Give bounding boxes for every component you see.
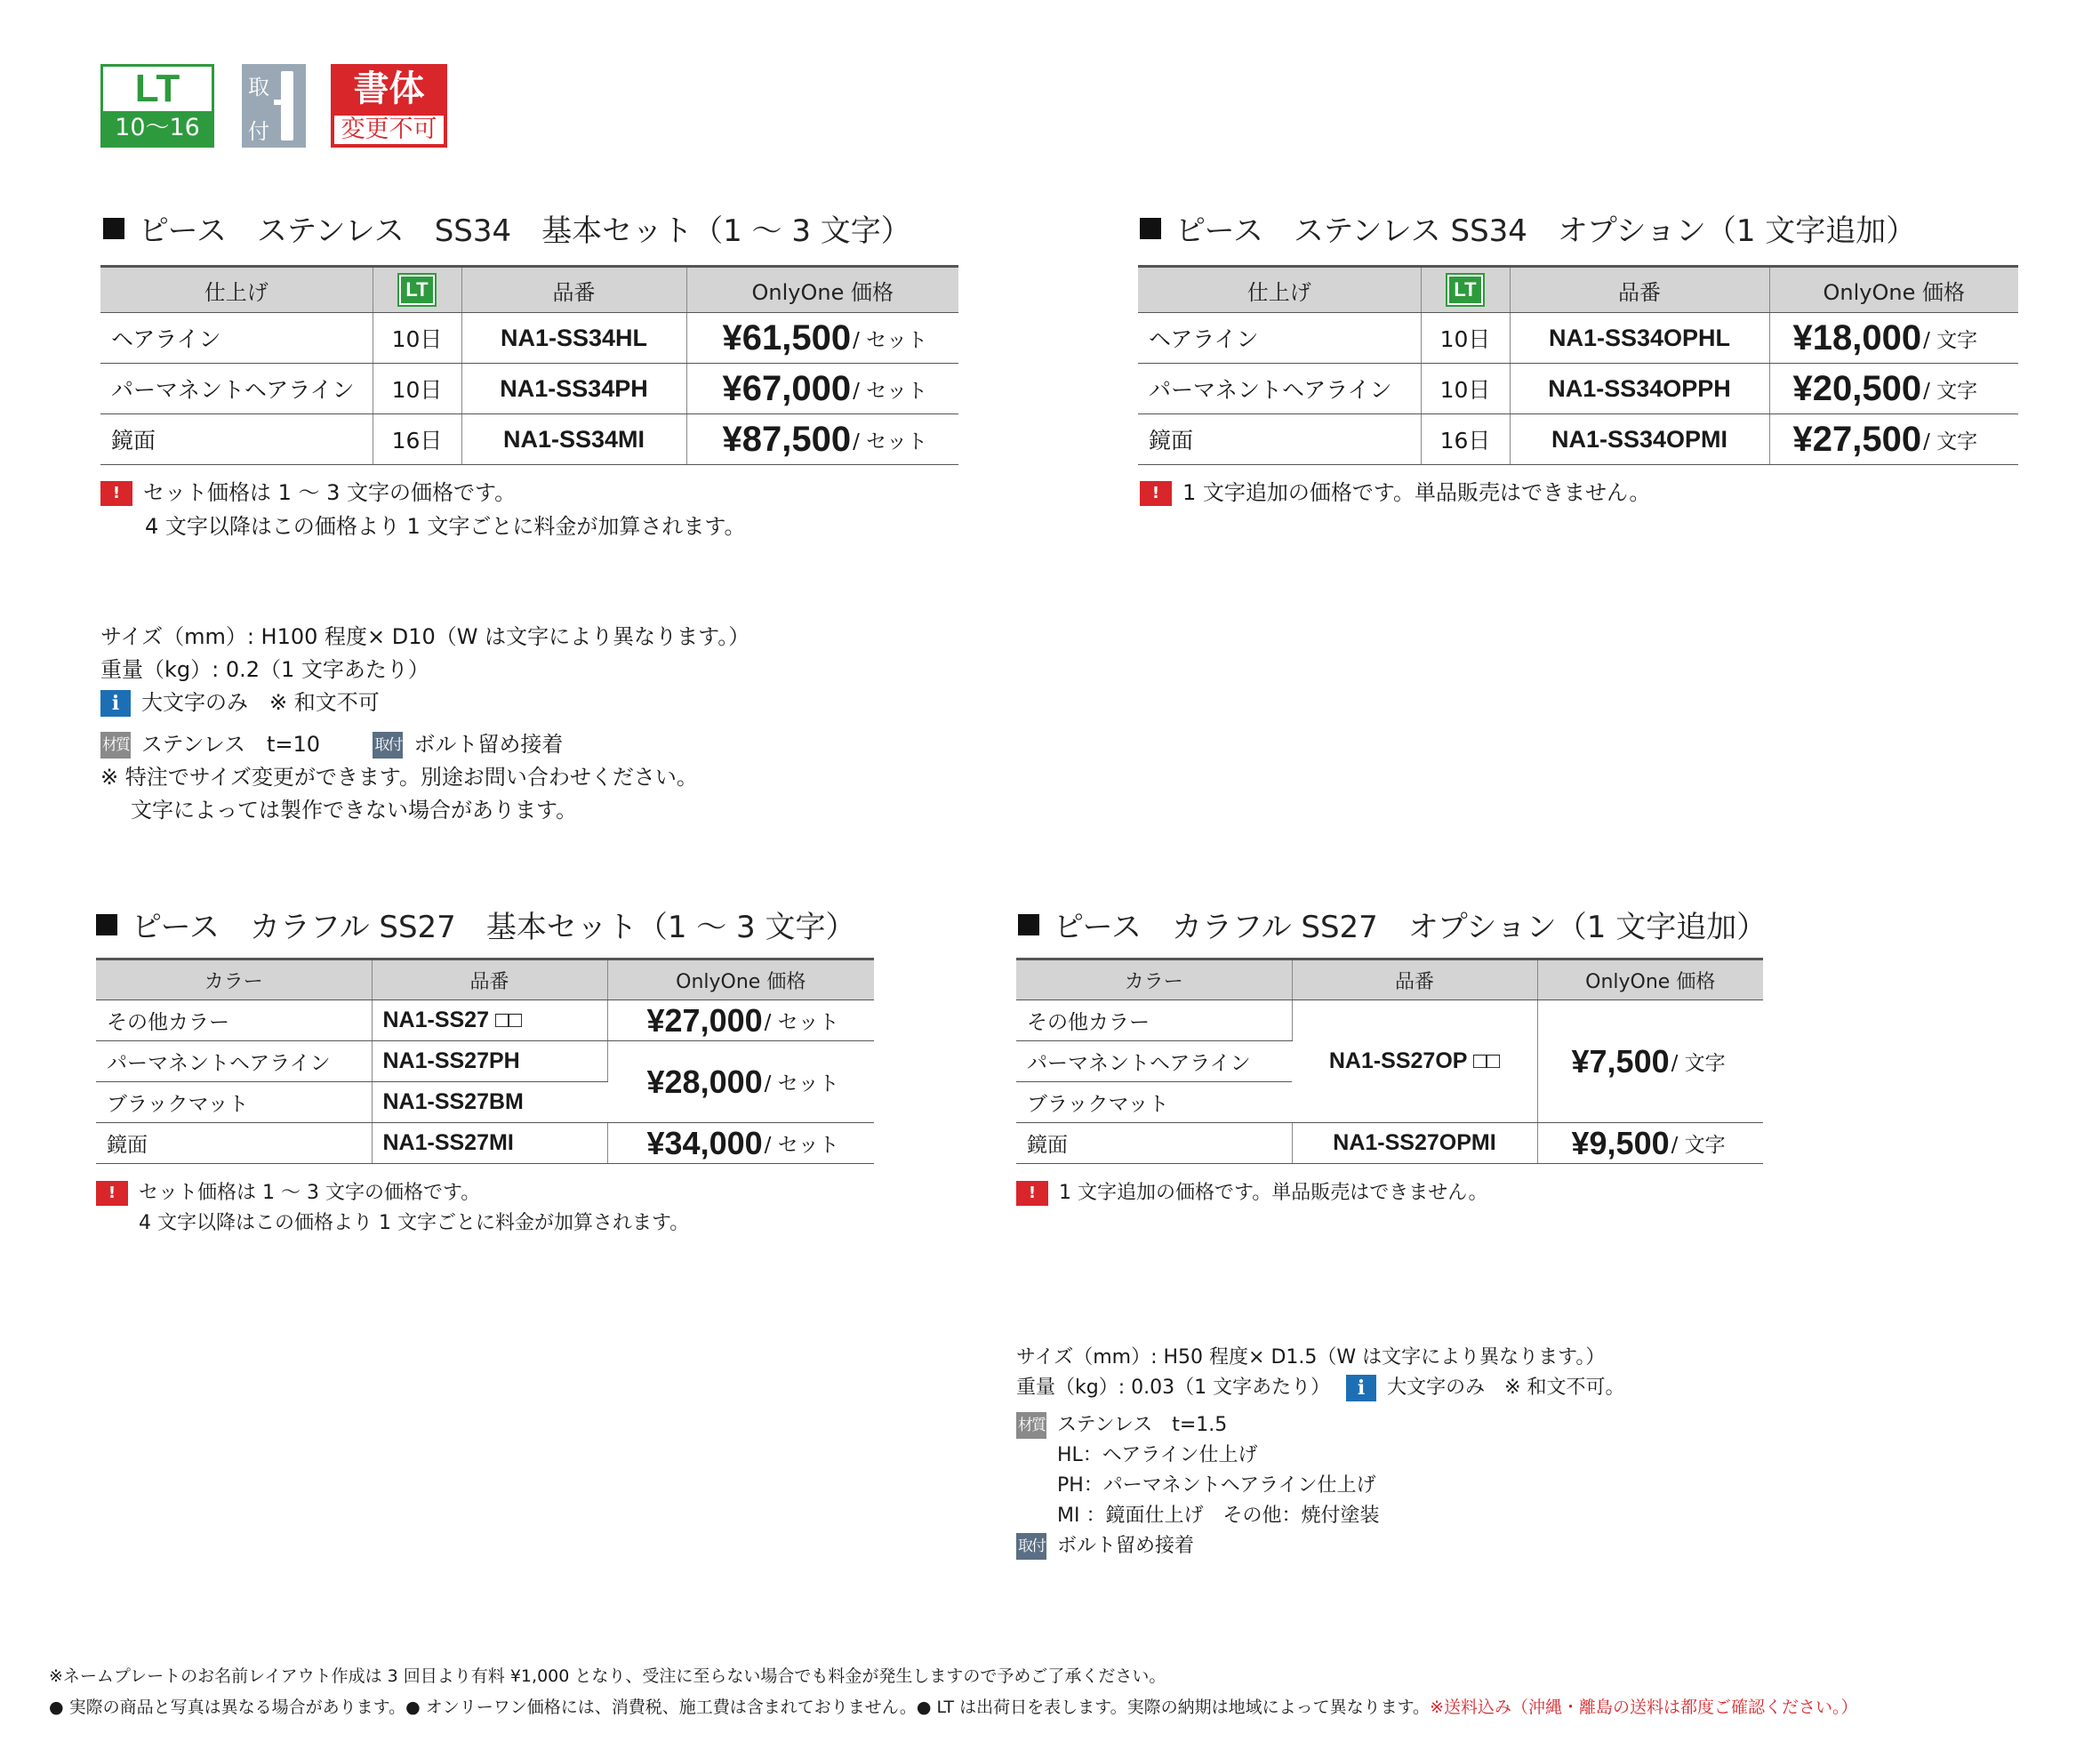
square-bullet-icon: [103, 218, 124, 239]
cell-code: NA1-SS27BM: [372, 1082, 607, 1123]
cell-code: NA1-SS27OPMI: [1292, 1123, 1537, 1164]
lt-days: 10～16日: [103, 111, 212, 145]
table-row: [100, 364, 958, 414]
price-unit: / セット: [764, 1072, 839, 1096]
table-row: [1016, 1123, 1763, 1164]
footer-disclaimer-text: ● 実際の商品と写真は異なる場合があります。● オンリーワン価格には、消費税、施工費は含まれておりません。● LT は出荷日を表します。実際の納期は地域によって異なります。: [49, 1698, 1431, 1717]
note-text-2: 4 文字以降はこの価格より 1 文字ごとに料金が加算されます。: [145, 514, 746, 539]
mount-badge-char-1: 取: [248, 75, 269, 100]
cell-price: [1769, 313, 2018, 364]
spec-size: サイズ（mm）: H50 程度× D1.5（W は文字により異なります。）: [1016, 1346, 1606, 1369]
cell-code: NA1-SS27PH: [372, 1041, 607, 1082]
col-header-finish: 仕上げ: [100, 267, 373, 313]
price-unit: / セット: [853, 328, 928, 352]
warning-icon: [96, 1181, 128, 1206]
price-value: ¥87,500: [722, 419, 852, 459]
cell-code: NA1-SS27MI: [372, 1123, 607, 1164]
cell-price: [686, 364, 958, 414]
font-badge-label: 書体: [353, 68, 425, 109]
col-header-code: 品番: [372, 959, 607, 1000]
col-header-price: OnlyOne 価格: [686, 267, 958, 313]
price-value: ¥28,000: [646, 1063, 763, 1100]
info-icon: i: [100, 690, 131, 717]
table-row: [96, 1000, 874, 1041]
cell-price: [1769, 364, 2018, 414]
cell-finish: 鏡面: [100, 414, 373, 465]
cell-color: 鏡面: [96, 1123, 372, 1164]
material-icon: 材質: [100, 732, 131, 759]
price-unit: / 文字: [1923, 328, 1978, 352]
cell-color: パーマネントヘアライン: [96, 1041, 372, 1082]
cell-color: ブラックマット: [96, 1082, 372, 1123]
cell-price: [686, 414, 958, 465]
spec-info: 大文字のみ ※ 和文不可。: [1387, 1377, 1625, 1399]
section-title-text: ピース ステンレス SS34 基本セット（1 ～ 3 文字）: [139, 213, 911, 249]
cell-price: [607, 1123, 874, 1164]
spec-info-row: [100, 686, 749, 719]
spec-material-row: [1016, 1410, 1625, 1441]
cell-code: NA1-SS27 □□: [372, 1000, 607, 1041]
section-title-ss34-set: [103, 206, 911, 250]
col-header-color: カラー: [1016, 959, 1292, 1000]
cell-price: [1537, 1123, 1763, 1164]
square-bullet-icon: [1140, 218, 1161, 239]
cell-code: NA1-SS34MI: [461, 414, 686, 465]
note-set-price-ss27: [96, 1178, 689, 1239]
mount-badge: [242, 64, 306, 148]
spec-material-row: [100, 728, 749, 761]
cell-finish: パーマネントヘアライン: [1138, 364, 1421, 414]
col-header-code: 品番: [1510, 267, 1769, 313]
cell-code: NA1-SS34OPPH: [1510, 364, 1769, 414]
price-unit: / 文字: [1923, 429, 1978, 454]
col-header-finish: 仕上げ: [1138, 267, 1421, 313]
price-unit: / セット: [764, 1011, 839, 1034]
price-value: ¥7,500: [1571, 1042, 1670, 1080]
cell-code: NA1-SS34OPHL: [1510, 313, 1769, 364]
table-header-row: [1016, 959, 1763, 1000]
spec-ss34: [100, 621, 749, 827]
footer-layout-note: ※ネームプレートのお名前レイアウト作成は 3 回目より有料 ¥1,000 となり、受注に至らない場合でも料金が発生しますので予めご了承ください。: [49, 1666, 1166, 1686]
cell-color: ブラックマット: [1016, 1082, 1292, 1123]
cell-lt: 10日: [373, 313, 461, 364]
info-icon: i: [1346, 1375, 1376, 1401]
material-icon: 材質: [1016, 1412, 1046, 1439]
spec-mount: ボルト留め接着: [1057, 1535, 1195, 1557]
col-header-price: OnlyOne 価格: [1769, 267, 2018, 313]
table-row: [96, 1041, 874, 1082]
spec-custom-note-2: 文字によっては製作できない場合があります。: [131, 798, 578, 823]
table-header-row: [1138, 267, 2018, 313]
col-header-price: OnlyOne 価格: [1537, 959, 1763, 1000]
warning-icon: [1140, 481, 1172, 506]
note-text: セット価格は 1 ～ 3 文字の価格です。: [143, 480, 517, 505]
spec-size: サイズ（mm）: H100 程度× D10（W は文字により異なります。）: [100, 624, 750, 649]
spec-mount-row: [1016, 1531, 1625, 1561]
cell-color: その他カラー: [96, 1000, 372, 1041]
spec-custom-note: ※ 特注でサイズ変更ができます。別途お問い合わせください。: [100, 765, 698, 790]
note-text: セット価格は 1 ～ 3 文字の価格です。: [139, 1182, 481, 1204]
section-title-text: ピース カラフル SS27 オプション（1 文字追加）: [1054, 910, 1767, 945]
mount-bolt-icon: [274, 100, 285, 105]
price-value: ¥67,000: [722, 368, 852, 408]
footer-disclaimer: [49, 1694, 1857, 1718]
spec-mount: ボルト留め接着: [413, 732, 564, 757]
col-header-price: OnlyOne 価格: [607, 959, 874, 1000]
table-row: [1016, 1000, 1763, 1041]
price-unit: / セット: [764, 1134, 839, 1157]
cell-color: 鏡面: [1016, 1123, 1292, 1164]
table-ss27-set: [96, 958, 874, 1164]
table-row: [96, 1123, 874, 1164]
cell-price: [607, 1000, 874, 1041]
spec-info: 大文字のみ ※ 和文不可: [141, 690, 380, 715]
cell-finish: パーマネントヘアライン: [100, 364, 373, 414]
cell-price: [686, 313, 958, 364]
note-text-2: 4 文字以降はこの価格より 1 文字ごとに料金が加算されます。: [139, 1212, 690, 1234]
cell-price: [607, 1041, 874, 1123]
price-value: ¥27,500: [1792, 419, 1922, 459]
cell-color: パーマネントヘアライン: [1016, 1041, 1292, 1082]
cell-lt: 10日: [1421, 313, 1510, 364]
spec-weight-row: [1016, 1373, 1625, 1403]
table-header-row: [96, 959, 874, 1000]
note-set-price: [100, 476, 746, 543]
cell-price: [1537, 1000, 1763, 1123]
price-value: ¥9,500: [1571, 1124, 1670, 1161]
note-text: 1 文字追加の価格です。単品販売はできません。: [1059, 1182, 1488, 1204]
cell-finish: ヘアライン: [1138, 313, 1421, 364]
spec-finish-mi: MI ：鏡面仕上げ その他：焼付塗装: [1057, 1505, 1380, 1527]
table-row: [100, 313, 958, 364]
section-title-text: ピース カラフル SS27 基本セット（1 ～ 3 文字）: [132, 910, 856, 945]
section-title-ss27-option: [1018, 903, 1767, 946]
col-header-lt: [373, 267, 461, 313]
lt-chip: LT: [399, 275, 435, 305]
spec-material: ステンレス t=1.5: [1057, 1414, 1228, 1436]
table-header-row: [100, 267, 958, 313]
cell-code: NA1-SS34OPMI: [1510, 414, 1769, 465]
cell-code: NA1-SS27OP □□: [1292, 1000, 1537, 1123]
cell-lt: 16日: [1421, 414, 1510, 465]
table-row: [100, 414, 958, 465]
mount-icon: 取付: [1016, 1533, 1046, 1560]
cell-code: NA1-SS34PH: [461, 364, 686, 414]
table-row: [1138, 364, 2018, 414]
note-option-price: [1140, 476, 1650, 510]
price-value: ¥20,500: [1792, 368, 1922, 408]
cell-lt: 10日: [1421, 364, 1510, 414]
spec-weight: 重量（kg）: 0.03（1 文字あたり）: [1016, 1377, 1331, 1399]
footer-shipping-note: ※送料込み（沖縄・離島の送料は都度ご確認ください。）: [1430, 1698, 1858, 1717]
lt-chip: LT: [1447, 275, 1483, 305]
note-text: 1 文字追加の価格です。単品販売はできません。: [1182, 480, 1651, 505]
cell-color: その他カラー: [1016, 1000, 1292, 1041]
spec-ss27: [1016, 1343, 1625, 1561]
cell-lt: 16日: [373, 414, 461, 465]
warning-icon: [1016, 1181, 1048, 1206]
cell-finish: 鏡面: [1138, 414, 1421, 465]
price-value: ¥27,000: [646, 1001, 763, 1039]
section-title-text: ピース ステンレス SS34 オプション（1 文字追加）: [1175, 213, 1917, 249]
mount-icon: 取付: [373, 732, 403, 759]
price-unit: / 文字: [1923, 379, 1978, 403]
spec-finish-hl: HL：ヘアライン仕上げ: [1057, 1444, 1258, 1466]
square-bullet-icon: [1018, 914, 1039, 935]
spec-finish-ph: PH：パーマネントヘアライン仕上げ: [1057, 1474, 1376, 1497]
price-unit: / 文字: [1671, 1052, 1726, 1075]
cell-finish: ヘアライン: [100, 313, 373, 364]
table-ss34-option: [1138, 265, 2018, 465]
section-title-ss34-option: [1140, 206, 1916, 250]
font-fixed-badge: [331, 64, 447, 148]
table-row: [1138, 414, 2018, 465]
table-ss27-option: [1016, 958, 1763, 1164]
note-option-price-ss27: [1016, 1178, 1488, 1208]
mount-badge-char-2: 付: [248, 119, 269, 144]
cell-price: [1769, 414, 2018, 465]
table-ss34-set: [100, 265, 958, 465]
table-row: [1138, 313, 2018, 364]
warning-icon: [100, 481, 132, 506]
price-unit: / セット: [853, 379, 928, 403]
cell-lt: 10日: [373, 364, 461, 414]
font-badge-sub: 変更不可: [334, 116, 444, 144]
spec-weight: 重量（kg）: 0.2（1 文字あたり）: [100, 657, 429, 682]
col-header-color: カラー: [96, 959, 372, 1000]
square-bullet-icon: [96, 914, 117, 935]
price-unit: / 文字: [1671, 1134, 1726, 1157]
col-header-code: 品番: [461, 267, 686, 313]
price-value: ¥34,000: [646, 1124, 763, 1161]
section-title-ss27-set: [96, 903, 856, 946]
col-header-lt: [1421, 267, 1510, 313]
mount-bar-icon: [281, 71, 293, 140]
price-value: ¥18,000: [1792, 317, 1922, 357]
lead-time-badge: [100, 64, 214, 175]
spec-material: ステンレス t=10: [141, 732, 321, 757]
lt-label: LT: [134, 67, 180, 110]
cell-code: NA1-SS34HL: [461, 313, 686, 364]
price-unit: / セット: [853, 429, 928, 454]
col-header-code: 品番: [1292, 959, 1537, 1000]
price-value: ¥61,500: [722, 317, 852, 357]
